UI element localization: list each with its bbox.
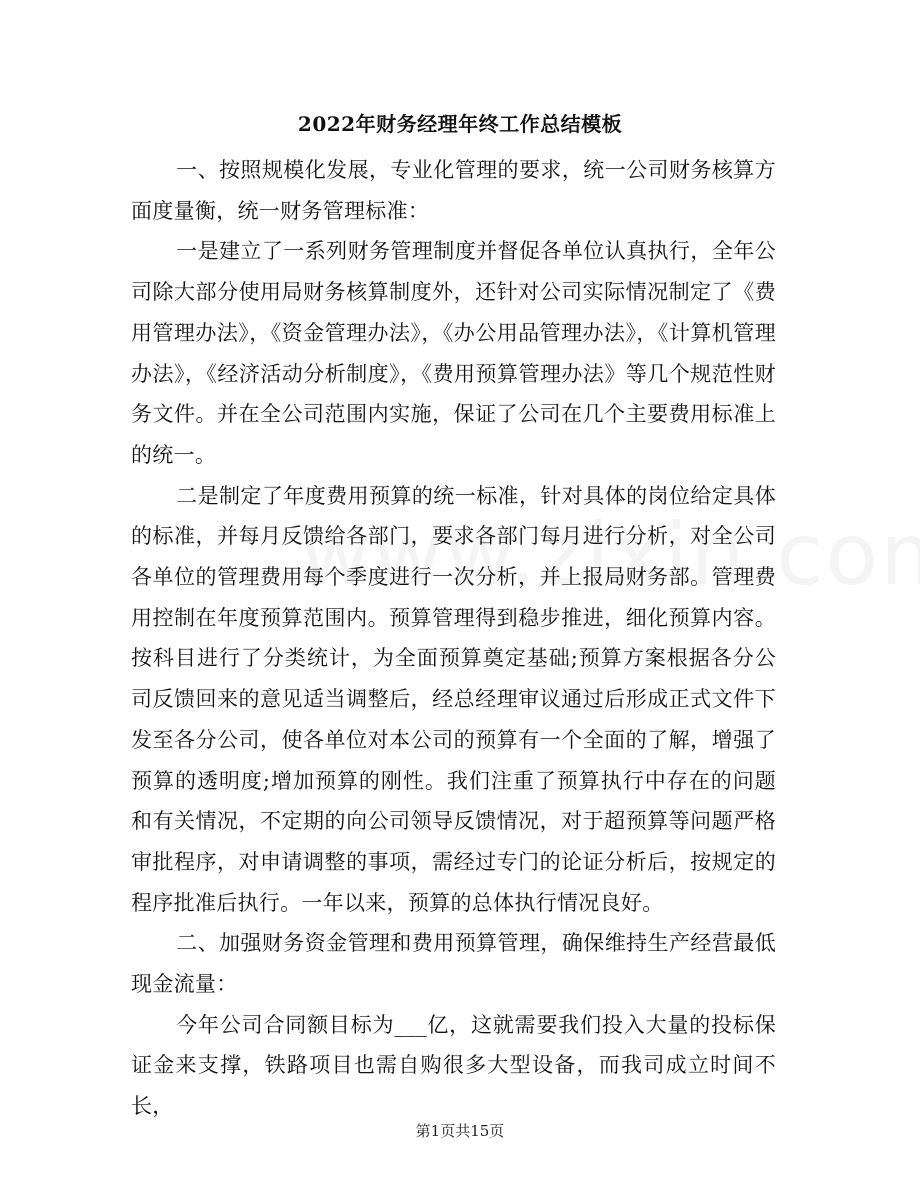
document-title: 2022年财务经理年终工作总结模板 — [297, 112, 623, 136]
paragraph-3: 二是制定了年度费用预算的统一标准，针对具体的岗位给定具体的标准，并每月反馈给各部门，要求各部门每月进行分析，对全公司各单位的管理费用每个季度进行一次分析，并上报局财务部。管理费用控制在年度预算范围内。预算管理得到稳步推进，细化预算内容。按科目进行了分类统计，为全面预算奠定基础;预算方案根据各分公司反馈回来的意见适当调整后，经总经理审议通过后形成正式文件下发至各分公司，使各单位对本公司的预算有一个全面的了解，增强了预算的透明度;增加预算的刚性。我们注重了预算执行中存在的问题和有关情况，不定期的向公司领导反馈情况，对于超预算等问题严格审批程序，对申请调整的事项，需经过专门的论证分析后，按规定的程序批准后执行。一年以来，预算的总体执行情况良好。 — [131, 483, 776, 915]
page-number-footer: 第1页共15页 — [415, 1122, 505, 1140]
paragraph-5: 今年公司合同额目标为___亿，这就需要我们投入大量的投标保证金来支撑，铁路项目也需自购很多大型设备，而我司成立时间不长， — [131, 1012, 776, 1119]
document-body — [131, 150, 776, 1127]
paragraph-1: 一、按照规模化发展，专业化管理的要求，统一公司财务核算方面度量衡，统一财务管理标准： — [131, 158, 776, 223]
paragraph-2: 一是建立了一系列财务管理制度并督促各单位认真执行，全年公司除大部分使用局财务核算制度外，还针对公司实际情况制定了《费用管理办法》，《资金管理办法》，《办公用品管理办法》，《计算机管理办法》，《经济活动分析制度》，《费用预算管理办法》等几个规范性财务文件。并在全公司范围内实施，保证了公司在几个主要费用标准上的统一。 — [131, 239, 776, 467]
paragraph-4: 二、加强财务资金管理和费用预算管理，确保维持生产经营最低现金流量： — [131, 931, 776, 997]
